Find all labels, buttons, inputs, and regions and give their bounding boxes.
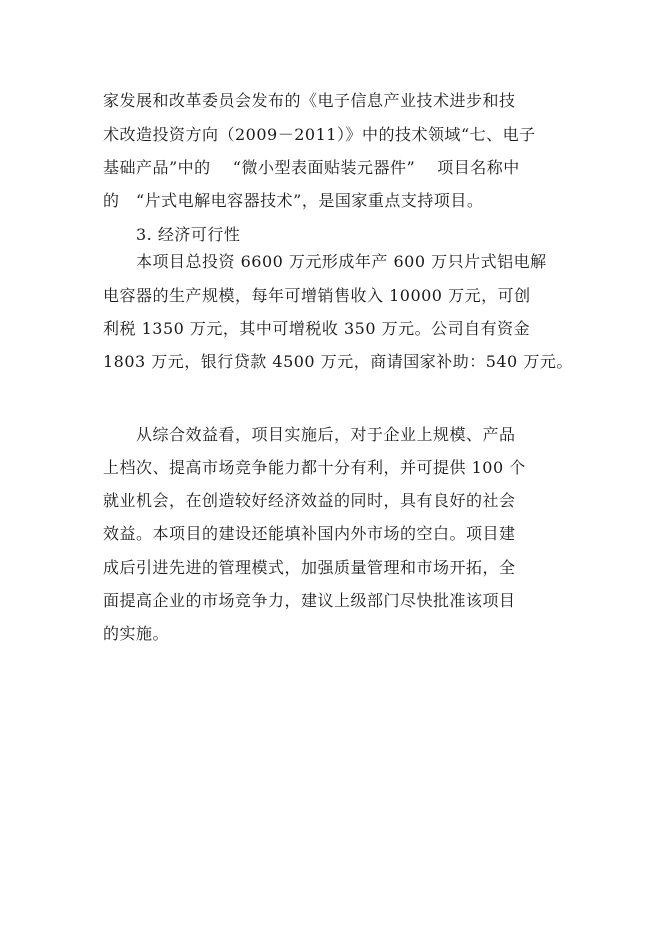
paragraph-line: 家发展和改革委员会发布的《电子信息产业技术进步和技 xyxy=(103,91,516,110)
paragraph-line: 成后引进先进的管理模式，加强质量管理和市场开拓，全 xyxy=(103,558,516,577)
paragraph-line: 效益。本项目的建设还能填补国内外市场的空白。项目建 xyxy=(103,524,516,543)
paragraph-line: 的 “片式电解电容器技术”，是国家重点支持项目。 xyxy=(103,191,484,210)
section-heading: 3. 经济可行性 xyxy=(136,225,241,244)
paragraph-line: 利税 1350 万元，其中可增税收 350 万元。公司自有资金 xyxy=(103,319,531,338)
paragraph-line: 上档次、提高市场竞争能力都十分有利，并可提供 100 个 xyxy=(103,458,526,477)
paragraph-line: 电容器的生产规模，每年可增销售收入 10000 万元，可创 xyxy=(103,286,531,305)
paragraph-line: 就业机会，在创造较好经济效益的同时，具有良好的社会 xyxy=(103,491,516,510)
paragraph-line: 面提高企业的市场竞争力，建议上级部门尽快批准该项目 xyxy=(103,591,516,610)
paragraph-line: 从综合效益看，项目实施后，对于企业上规模、产品 xyxy=(136,425,516,444)
paragraph-line: 1803 万元，银行贷款 4500 万元，商请国家补助：540 万元。 xyxy=(103,352,573,371)
paragraph-line: 本项目总投资 6600 万元形成年产 600 万只片式铝电解 xyxy=(136,252,547,271)
paragraph-line: 基础产品”中的 “微小型表面贴装元器件” 项目名称中 xyxy=(103,158,520,177)
paragraph-line: 术改造投资方向（2009－2011）》中的技术领域“七、电子 xyxy=(103,125,536,144)
paragraph-line: 的实施。 xyxy=(103,624,170,643)
